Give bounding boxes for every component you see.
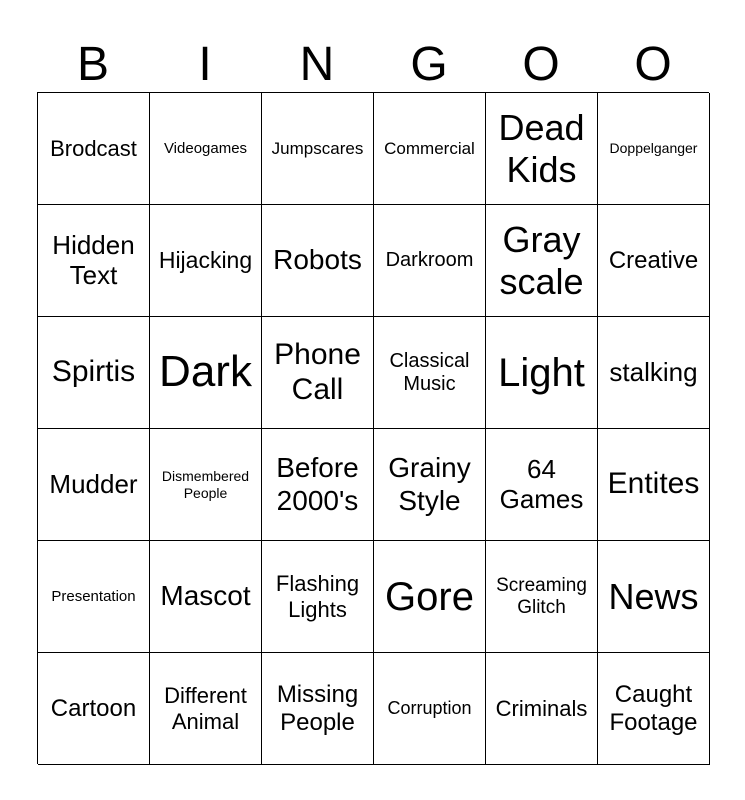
bingo-cell[interactable]: Classical Music xyxy=(374,317,486,429)
bingo-cell[interactable]: Dark xyxy=(150,317,262,429)
bingo-cell[interactable]: Gore xyxy=(374,541,486,653)
bingo-cell[interactable]: Different Animal xyxy=(150,653,262,765)
bingo-cell[interactable]: Doppelganger xyxy=(598,93,710,205)
header-letter-o: O xyxy=(522,38,560,91)
bingo-cell[interactable]: Grainy Style xyxy=(374,429,486,541)
bingo-cell[interactable]: 64 Games xyxy=(486,429,598,541)
bingo-cell[interactable]: Hidden Text xyxy=(38,205,150,317)
bingo-board xyxy=(37,92,709,764)
bingo-cell[interactable]: Presentation xyxy=(38,541,150,653)
bingo-header xyxy=(37,38,709,92)
bingo-cell[interactable]: stalking xyxy=(598,317,710,429)
bingo-cell[interactable]: Robots xyxy=(262,205,374,317)
bingo-cell[interactable]: Brodcast xyxy=(38,93,150,205)
bingo-cell[interactable]: Mascot xyxy=(150,541,262,653)
bingo-cell[interactable]: Dismembered People xyxy=(150,429,262,541)
bingo-cell[interactable]: Flashing Lights xyxy=(262,541,374,653)
bingo-cell[interactable]: Missing People xyxy=(262,653,374,765)
bingo-cell[interactable]: Cartoon xyxy=(38,653,150,765)
bingo-cell[interactable]: News xyxy=(598,541,710,653)
bingo-cell[interactable]: Dead Kids xyxy=(486,93,598,205)
bingo-cell[interactable]: Phone Call xyxy=(262,317,374,429)
header-letter-b: B xyxy=(76,38,109,91)
bingo-cell[interactable]: Caught Footage xyxy=(598,653,710,765)
bingo-cell[interactable]: Videogames xyxy=(150,93,262,205)
header-letter-n: N xyxy=(299,38,335,91)
bingo-cell[interactable]: Criminals xyxy=(486,653,598,765)
bingo-cell[interactable]: Corruption xyxy=(374,653,486,765)
bingo-cell[interactable]: Spirtis xyxy=(38,317,150,429)
bingo-cell[interactable]: Darkroom xyxy=(374,205,486,317)
bingo-cell[interactable]: Screaming Glitch xyxy=(486,541,598,653)
header-letter-g: G xyxy=(410,38,448,91)
header-letter-o-2: O xyxy=(634,38,672,91)
bingo-cell[interactable]: Jumpscares xyxy=(262,93,374,205)
bingo-cell[interactable]: Gray scale xyxy=(486,205,598,317)
bingo-cell[interactable]: Mudder xyxy=(38,429,150,541)
bingo-cell[interactable]: Light xyxy=(486,317,598,429)
bingo-cell[interactable]: Hijacking xyxy=(150,205,262,317)
bingo-cell[interactable]: Commercial xyxy=(374,93,486,205)
bingo-cell[interactable]: Entites xyxy=(598,429,710,541)
bingo-cell[interactable]: Creative xyxy=(598,205,710,317)
bingo-cell[interactable]: Before 2000's xyxy=(262,429,374,541)
header-letter-i: I xyxy=(198,38,212,91)
